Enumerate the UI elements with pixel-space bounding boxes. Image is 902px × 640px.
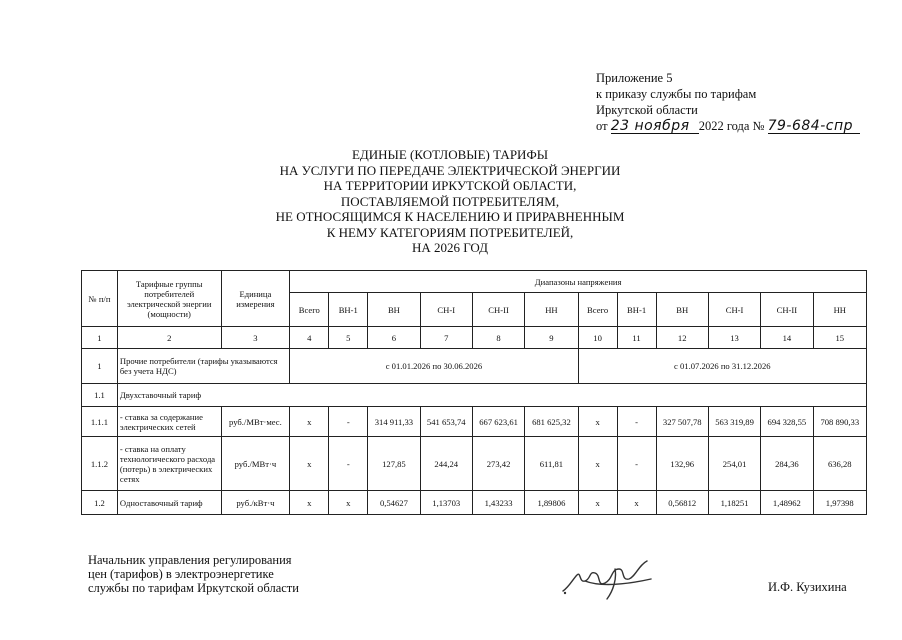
value-cell: 127,85	[368, 437, 420, 491]
appendix-line-2: к приказу службы по тарифам	[596, 87, 757, 101]
row-unit: руб./МВт·мес.	[221, 407, 290, 437]
row-num: 1.2	[82, 491, 118, 515]
period-second-half: с 01.07.2026 по 31.12.2026	[578, 349, 866, 384]
value-cell: 1,18251	[708, 491, 760, 515]
value-cell: 694 328,55	[761, 407, 813, 437]
column-number-cell: 6	[368, 327, 420, 349]
value-cell: х	[578, 491, 617, 515]
column-number-cell: 11	[617, 327, 656, 349]
row-label: Двухставочный тариф	[117, 384, 866, 407]
title-line-1: ЕДИНЫЕ (КОТЛОВЫЕ) ТАРИФЫ	[351, 147, 549, 162]
column-number-cell: 3	[221, 327, 290, 349]
title-line-5: НЕ ОТНОСЯЩИМСЯ К НАСЕЛЕНИЮ И ПРИРАВНЕННЫМ	[275, 209, 625, 224]
appendix-line-1: Приложение 5	[596, 71, 673, 85]
row-num: 1.1	[82, 384, 118, 407]
header-group: Тарифные группы потребителей электрической энергии (мощности)	[117, 271, 221, 327]
column-number-cell: 4	[290, 327, 329, 349]
value-cell: 273,42	[472, 437, 524, 491]
table-row-1	[82, 349, 867, 384]
value-cell: 541 653,74	[420, 407, 472, 437]
column-number-cell: 9	[525, 327, 578, 349]
row-label: - ставка на оплату технологического расхода (потерь) в электрических сетях	[117, 437, 221, 491]
value-cell: х	[617, 491, 656, 515]
title-line-4: ПОСТАВЛЯЕМОЙ ПОТРЕБИТЕЛЯМ,	[340, 193, 560, 209]
value-cell: 327 507,78	[656, 407, 708, 437]
value-cell: 708 890,33	[813, 407, 866, 437]
subheader-cell: СН-II	[761, 293, 813, 327]
value-cell: х	[290, 407, 329, 437]
value-cell: 1,89806	[525, 491, 578, 515]
footer-line-3: службы по тарифам Иркутской области	[88, 581, 299, 595]
value-cell: 0,56812	[656, 491, 708, 515]
table-row	[82, 407, 867, 437]
subheader-cell: Всего	[290, 293, 329, 327]
column-number-cell: 12	[656, 327, 708, 349]
column-number-cell: 10	[578, 327, 617, 349]
title-line-3: НА ТЕРРИТОРИИ ИРКУТСКОЙ ОБЛАСТИ,	[323, 178, 577, 193]
date-prefix: от	[596, 119, 611, 133]
row-num: 1	[82, 349, 118, 384]
document-title	[230, 147, 670, 256]
value-cell: 611,81	[525, 437, 578, 491]
header-ranges: Диапазоны напряжения	[290, 271, 867, 293]
title-line-6: К НЕМУ КАТЕГОРИЯМ ПОТРЕБИТЕЛЕЙ,	[326, 224, 574, 240]
value-cell: 244,24	[420, 437, 472, 491]
value-cell: 681 625,32	[525, 407, 578, 437]
row-label: Одноставочный тариф	[117, 491, 221, 515]
tariff-table	[81, 270, 867, 515]
row-num: 1.1.1	[82, 407, 118, 437]
order-year-text: 2022 года №	[698, 119, 768, 133]
header-num: № п/п	[82, 271, 118, 327]
value-cell: 1,48962	[761, 491, 813, 515]
value-cell: 1,13703	[420, 491, 472, 515]
value-cell: х	[290, 437, 329, 491]
value-cell: х	[578, 407, 617, 437]
value-cell: х	[290, 491, 329, 515]
title-line-2: НА УСЛУГИ ПО ПЕРЕДАЧЕ ЭЛЕКТРИЧЕСКОЙ ЭНЕРГИИ	[279, 162, 621, 178]
appendix-header	[596, 70, 860, 134]
column-number-cell: 7	[420, 327, 472, 349]
row-unit: руб./кВт·ч	[221, 491, 290, 515]
subheader-cell: Всего	[578, 293, 617, 327]
subheader-cell: ВН	[656, 293, 708, 327]
footer-line-2: цен (тарифов) в электроэнергетике	[88, 567, 274, 581]
value-cell: 314 911,33	[368, 407, 420, 437]
subheader-cell: ВН-1	[617, 293, 656, 327]
column-number-row	[82, 327, 867, 349]
value-cell: х	[329, 491, 368, 515]
column-number-cell: 15	[813, 327, 866, 349]
subheader-cell: ВН	[368, 293, 420, 327]
period-first-half: с 01.01.2026 по 30.06.2026	[290, 349, 578, 384]
value-cell: -	[617, 437, 656, 491]
subheader-cell: НН	[525, 293, 578, 327]
value-cell: -	[617, 407, 656, 437]
footer-line-1: Начальник управления регулирования	[88, 553, 292, 567]
header-row-1	[82, 271, 867, 293]
value-cell: 284,36	[761, 437, 813, 491]
row-unit: руб./МВт·ч	[221, 437, 290, 491]
value-cell: 1,43233	[472, 491, 524, 515]
table-row	[82, 491, 867, 515]
appendix-date-line	[596, 118, 860, 134]
subheader-cell: СН-II	[472, 293, 524, 327]
value-cell: 1,97398	[813, 491, 866, 515]
column-number-cell: 2	[117, 327, 221, 349]
handwritten-date: 23 ноября	[611, 120, 699, 134]
column-number-cell: 8	[472, 327, 524, 349]
subheader-cell: ВН-1	[329, 293, 368, 327]
table-row	[82, 437, 867, 491]
table-row-1-1	[82, 384, 867, 407]
value-cell: 0,54627	[368, 491, 420, 515]
row-label: - ставка за содержание электрических сетей	[117, 407, 221, 437]
handwritten-order-number: 79-684-спр	[768, 120, 860, 134]
value-cell: 254,01	[708, 437, 760, 491]
subheader-cell: СН-I	[420, 293, 472, 327]
value-cell: -	[329, 437, 368, 491]
value-cell: 132,96	[656, 437, 708, 491]
column-number-cell: 14	[761, 327, 813, 349]
row-label: Прочие потребители (тарифы указываются без учета НДС)	[117, 349, 289, 384]
value-cell: -	[329, 407, 368, 437]
handwritten-signature	[555, 557, 665, 603]
value-cell: х	[578, 437, 617, 491]
row-num: 1.1.2	[82, 437, 118, 491]
value-cell: 667 623,61	[472, 407, 524, 437]
subheader-cell: НН	[813, 293, 866, 327]
appendix-line-3: Иркутской области	[596, 103, 698, 117]
title-line-7: НА 2026 ГОД	[411, 240, 489, 255]
column-number-cell: 13	[708, 327, 760, 349]
column-number-cell: 5	[329, 327, 368, 349]
signatory-position	[88, 553, 299, 595]
subheader-cell: СН-I	[708, 293, 760, 327]
value-cell: 563 319,89	[708, 407, 760, 437]
value-cell: 636,28	[813, 437, 866, 491]
column-number-cell: 1	[82, 327, 118, 349]
signatory-name: И.Ф. Кузихина	[768, 580, 847, 594]
header-unit: Единица измерения	[221, 271, 290, 327]
